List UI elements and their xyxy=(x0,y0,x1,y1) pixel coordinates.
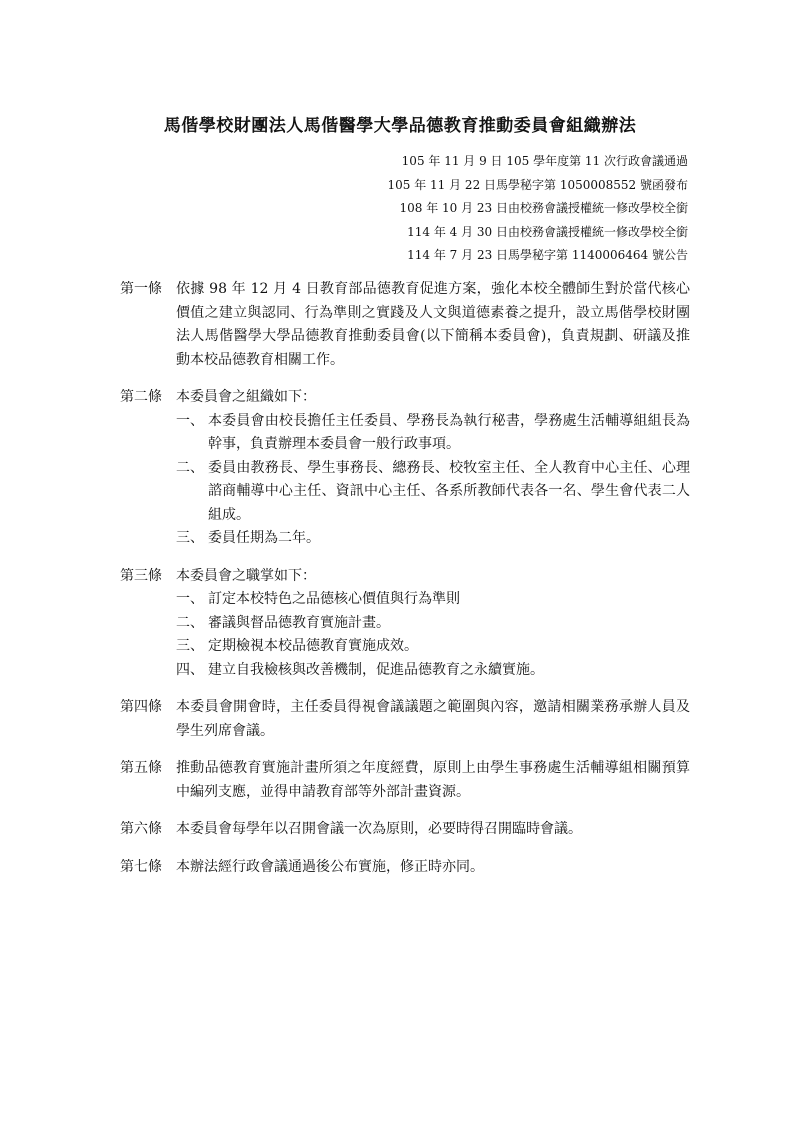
article-text: 依據 98 年 12 月 4 日教育部品德教育促進方案，強化本校全體師生對於當代核心價值之建立與認同、行為準則之實踐及人文與道德素養之提升，設立馬偕學校財團法人馬偕醫學大學品德教育推動委員會(以下簡稱本委員會)，負責規劃、研議及推動本校品德教育相關工作。 xyxy=(176,281,690,368)
item-text: 本委員會由校長擔任主任委員、學務長為執行秘書，學務處生活輔導組組長為幹事，負責辦理本委員會一般行政事項。 xyxy=(208,412,690,452)
item-number: 二、 xyxy=(176,459,204,476)
article-list xyxy=(120,278,690,893)
article-4 xyxy=(120,696,690,743)
article-item xyxy=(176,659,690,683)
article-items xyxy=(176,588,690,682)
article-7 xyxy=(120,856,690,880)
article-3 xyxy=(120,565,690,683)
item-number: 一、 xyxy=(176,412,204,429)
history-line: 108 年 10 月 23 日由校務會議授權統一修改學校全銜 xyxy=(399,201,688,215)
article-text: 本辦法經行政會議通過後公布實施，修正時亦同。 xyxy=(176,858,484,875)
article-label: 第六條 xyxy=(120,821,162,837)
article-label: 第七條 xyxy=(120,858,162,875)
article-items xyxy=(176,410,690,551)
article-label: 第四條 xyxy=(120,699,162,715)
article-text: 本委員會之職掌如下： xyxy=(176,567,316,584)
article-item xyxy=(176,612,690,636)
item-text: 定期檢視本校品德教育實施成效。 xyxy=(208,638,418,654)
item-text: 委員由教務長、學生事務長、總務長、校牧室主任、全人教育中心主任、心理諮商輔導中心主任、資訊中心主任、各系所教師代表各一名、學生會代表二人組成。 xyxy=(208,459,690,523)
article-5 xyxy=(120,757,690,804)
article-item xyxy=(176,457,690,528)
history-line: 114 年 4 月 30 日由校務會議授權統一修改學校全銜 xyxy=(407,224,688,239)
article-item xyxy=(176,588,690,612)
article-label: 第三條 xyxy=(120,567,162,584)
article-text: 本委員會開會時，主任委員得視會議議題之範圍與內容，邀請相關業務承辦人員及學生列席會議。 xyxy=(176,699,690,739)
item-text: 訂定本校特色之品德核心價值與行為準則 xyxy=(208,591,460,607)
item-text: 委員任期為二年。 xyxy=(208,530,320,546)
article-text: 本委員會每學年以召開會議一次為原則，必要時得召開臨時會議。 xyxy=(176,821,582,837)
item-number: 二、 xyxy=(176,614,204,631)
item-number: 四、 xyxy=(176,661,204,678)
item-text: 建立自我檢核與改善機制，促進品德教育之永續實施。 xyxy=(208,661,544,678)
article-6 xyxy=(120,818,690,842)
article-label: 第五條 xyxy=(120,760,162,776)
history-line: 105 年 11 月 22 日馬學秘字第 1050008552 號函發布 xyxy=(387,177,688,192)
article-item xyxy=(176,635,690,659)
article-text: 推動品德教育實施計畫所須之年度經費，原則上由學生事務處生活輔導組相關預算中編列支應，並得申請教育部等外部計畫資源。 xyxy=(176,760,690,800)
item-number: 三、 xyxy=(176,530,204,546)
article-text: 本委員會之組織如下： xyxy=(176,389,316,405)
item-number: 三、 xyxy=(176,638,204,654)
article-1 xyxy=(120,278,690,372)
article-item xyxy=(176,527,690,551)
item-number: 一、 xyxy=(176,591,204,607)
history-line: 114 年 7 月 23 日馬學秘字第 1140006464 號公告 xyxy=(407,248,688,262)
article-label: 第二條 xyxy=(120,389,162,405)
document-title: 馬偕學校財團法人馬偕醫學大學品德教育推動委員會組織辦法 xyxy=(163,116,637,136)
article-2 xyxy=(120,386,690,551)
amendment-history xyxy=(268,150,688,268)
article-label: 第一條 xyxy=(120,281,162,297)
article-item xyxy=(176,410,690,457)
item-text: 審議與督品德教育實施計畫。 xyxy=(208,614,390,631)
history-line: 105 年 11 月 9 日 105 學年度第 11 次行政會議通過 xyxy=(401,154,688,168)
